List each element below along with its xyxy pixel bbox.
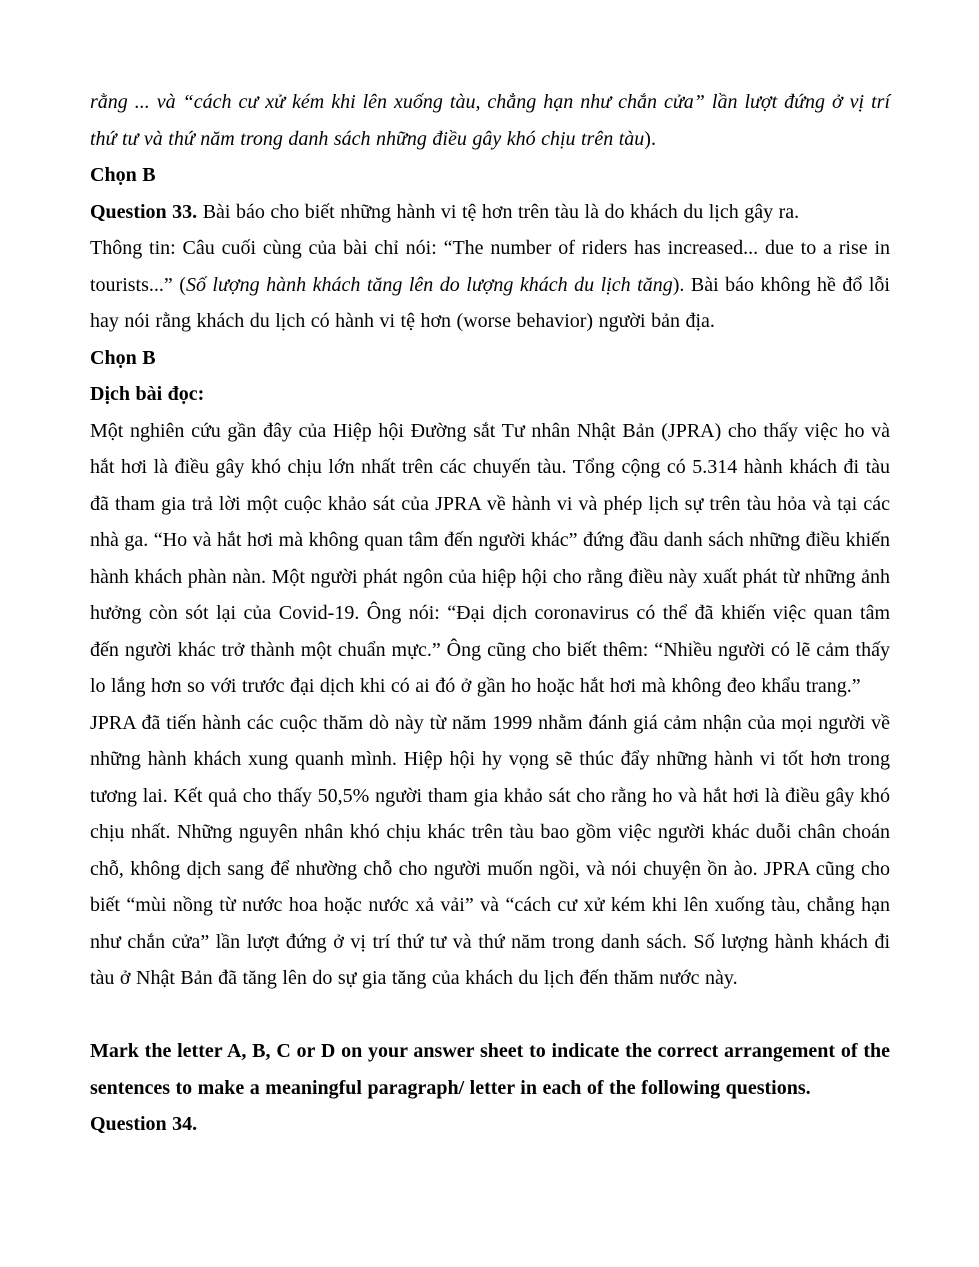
para-italic-continuation <box>90 84 890 157</box>
text-run: Một nghiên cứu gần đây của Hiệp hội Đường sắt Tư nhân Nhật Bản (JPRA) cho thấy việc ho và hắt hơi là điều gây khó chịu lớn nhất trên các chuyến tàu. Tổng cộng có 5.314 hành khách đi tàu đã tham gia trả lời một cuộc khảo sát của JPRA về hành vi và phép lịch sự trên tàu hỏa và tại các nhà ga. “Ho và hắt hơi mà không quan tâm đến người khác” đứng đầu danh sách những điều khiến hành khách phàn nàn. Một người phát ngôn của hiệp hội cho rằng điều này xuất phát từ những ảnh hưởng còn sót lại của Covid-19. Ông nói: “Đại dịch coronavirus có thể đã khiến việc quan tâm đến người khác trở thành một chuẩn mực.” Ông cũng cho biết thêm: “Nhiều người có lẽ cảm thấy lo lắng hơn so với trước đại dịch khi có ai đó ở gần ho hoặc hắt hơi mà không đeo khẩu trang.” <box>90 419 890 697</box>
answer-chon-b-1 <box>90 157 890 194</box>
translation-paragraph-2 <box>90 705 890 997</box>
text-run: Mark the letter A, B, C or D on your answer sheet to indicate the correct arrangement of the sentences to make a meaningful paragraph/ letter in each of the following questions. <box>90 1040 890 1099</box>
question-34-heading <box>90 1106 890 1143</box>
text-run: Chọn B <box>90 164 156 186</box>
text-run: Bài báo cho biết những hành vi tệ hơn trên tàu là do khách du lịch gây ra. <box>202 200 800 223</box>
text-run: ). Bài báo không hề đổ lỗi hay nói rằng khách du lịch có hành vi tệ hơn (worse behavior) người bản địa. <box>90 273 890 332</box>
text-run: Thông tin: Câu cuối cùng của bài chỉ nói: “The number of riders has increased... due to a rise in tourists...” ( <box>90 237 890 296</box>
text-run: Chọn B <box>90 346 156 369</box>
text-run: Question 34. <box>90 1113 198 1135</box>
reading-translation-heading <box>90 376 890 413</box>
text-run: rằng ... và “cách cư xử kém khi lên xuống tàu, chẳng hạn như chắn cửa” lần lượt đứng ở vị trí thứ tư và thứ năm trong danh sách những điều gây khó chịu trên tàu <box>90 91 890 150</box>
answer-chon-b-2 <box>90 340 890 377</box>
text-run: ). <box>644 127 656 150</box>
text-run: Question 33. <box>90 200 203 223</box>
text-run: Dịch bài đọc: <box>90 383 205 405</box>
text-run: JPRA đã tiến hành các cuộc thăm dò này từ năm 1999 nhằm đánh giá cảm nhận của mọi người về những hành khách xung quanh mình. Hiệp hội hy vọng sẽ thúc đẩy những hành vi tốt hơn trong tương lai. Kết quả cho thấy 50,5% người tham gia khảo sát cho rằng ho và hắt hơi là điều gây khó chịu nhất. Những nguyên nhân khó chịu khác trên tàu bao gồm việc người khác duỗi chân choán chỗ, không dịch sang để nhường chỗ cho người muốn ngồi, và nói chuyện ồn ào. JPRA cũng cho biết “mùi nồng từ nước hoa hoặc nước xả vải” và “cách cư xử kém khi lên xuống tàu, chẳng hạn như chắn cửa” lần lượt đứng ở vị trí thứ tư và thứ năm trong danh sách. Số lượng hành khách đi tàu ở Nhật Bản đã tăng lên do sự gia tăng của khách du lịch đến thăm nước này. <box>90 711 890 989</box>
document-body <box>90 84 890 1143</box>
translation-paragraph-1 <box>90 413 890 705</box>
instruction-arrangement <box>90 1033 890 1106</box>
question-33-explanation <box>90 230 890 340</box>
blank-line <box>90 997 890 1034</box>
question-33-statement <box>90 194 890 231</box>
text-run: Số lượng hành khách tăng lên do lượng khách du lịch tăng <box>185 273 673 296</box>
